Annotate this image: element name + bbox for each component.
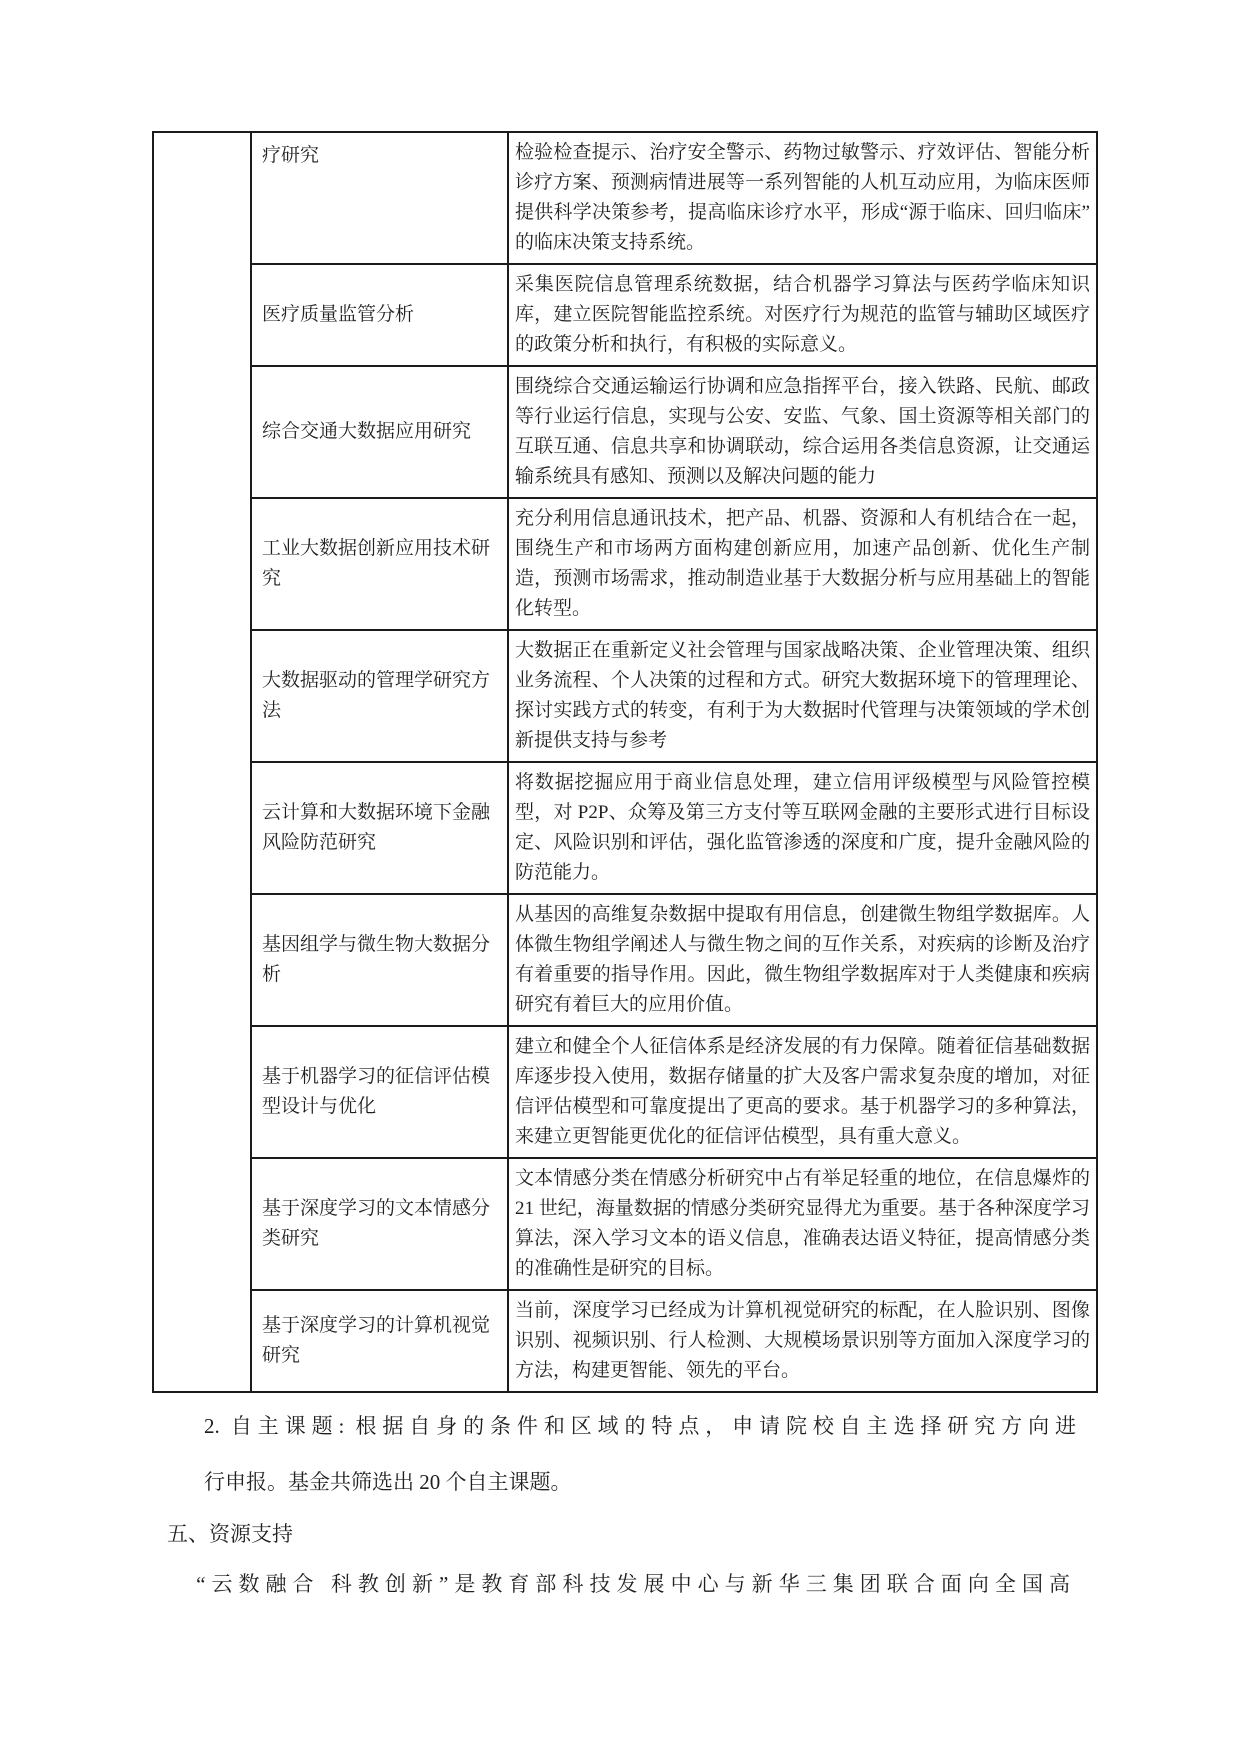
topic-description: 大数据正在重新定义社会管理与国家战略决策、企业管理决策、组织业务流程、个人决策的过程和方式。研究大数据环境下的管理理论、探讨实践方式的转变，有利于为大数据时代管理与决策领域的学术创新提供支持与参考 [508,630,1097,762]
resource-support-paragraph [152,1556,1070,1612]
topic-name: 大数据驱动的管理学研究方法 [251,630,508,762]
table-row [153,1290,1097,1392]
table-row [153,132,1097,264]
self-selected-topics-paragraph [204,1398,1076,1510]
topic-name: 工业大数据创新应用技术研究 [251,498,508,630]
topic-name: 疗研究 [251,132,508,264]
table-row [153,264,1097,366]
table-row [153,894,1097,1026]
paragraph-line: 行申报。基金共筛选出 20 个自主课题。 [204,1470,572,1494]
topic-name: 基于深度学习的文本情感分类研究 [251,1158,508,1290]
topic-name: 基于机器学习的征信评估模型设计与优化 [251,1026,508,1158]
topic-description: 建立和健全个人征信体系是经济发展的有力保障。随着征信基础数据库逐步投入使用，数据存储量的扩大及客户需求复杂度的增加，对征信评估模型和可靠度提出了更高的要求。基于机器学习的多种算法，来建立更智能更优化的征信评估模型，具有重大意义。 [508,1026,1097,1158]
table-row [153,762,1097,894]
research-topics-table [152,131,1098,1393]
topic-name: 医疗质量监管分析 [251,264,508,366]
topic-name: 云计算和大数据环境下金融风险防范研究 [251,762,508,894]
table-row [153,1158,1097,1290]
paragraph-line: “云数融合 科教创新”是教育部科技发展中心与新华三集团联合面向全国高 [196,1572,1070,1596]
topic-description: 当前，深度学习已经成为计算机视觉研究的标配，在人脸识别、图像识别、视频识别、行人检测、大规模场景识别等方面加入深度学习的方法，构建更智能、领先的平台。 [508,1290,1097,1392]
topic-description: 采集医院信息管理系统数据，结合机器学习算法与医药学临床知识库，建立医院智能监控系统。对医疗行为规范的监管与辅助区域医疗的政策分析和执行，有积极的实际意义。 [508,264,1097,366]
table-row [153,366,1097,498]
topic-name: 基于深度学习的计算机视觉研究 [251,1290,508,1392]
topic-description: 文本情感分类在情感分析研究中占有举足轻重的地位，在信息爆炸的 21 世纪，海量数据的情感分类研究显得尤为重要。基于各种深度学习算法，深入学习文本的语义信息，准确表达语义特征，提高情感分类的准确性是研究的目标。 [508,1158,1097,1290]
category-spacer-cell [153,132,251,1392]
topic-name: 基因组学与微生物大数据分析 [251,894,508,1026]
paragraph-line: 2. 自主课题: 根据自身的条件和区域的特点，申请院校自主选择研究方向进 [204,1414,1076,1438]
table-row [153,498,1097,630]
section-heading-resource-support: 五、资源支持 [167,1522,293,1546]
topic-name: 综合交通大数据应用研究 [251,366,508,498]
topic-description: 围绕综合交通运输运行协调和应急指挥平台，接入铁路、民航、邮政等行业运行信息，实现与公安、安监、气象、国土资源等相关部门的互联互通、信息共享和协调联动，综合运用各类信息资源，让交通运输系统具有感知、预测以及解决问题的能力 [508,366,1097,498]
table-row [153,630,1097,762]
topic-description: 从基因的高维复杂数据中提取有用信息，创建微生物组学数据库。人体微生物组学阐述人与微生物之间的互作关系，对疾病的诊断及治疗有着重要的指导作用。因此，微生物组学数据库对于人类健康和疾病研究有着巨大的应用价值。 [508,894,1097,1026]
table-row [153,1026,1097,1158]
topic-description: 检验检查提示、治疗安全警示、药物过敏警示、疗效评估、智能分析诊疗方案、预测病情进展等一系列智能的人机互动应用，为临床医师提供科学决策参考，提高临床诊疗水平，形成“源于临床、回归临床”的临床决策支持系统。 [508,132,1097,264]
topic-description: 将数据挖掘应用于商业信息处理，建立信用评级模型与风险管控模型，对 P2P、众筹及第三方支付等互联网金融的主要形式进行目标设定、风险识别和评估，强化监管渗透的深度和广度，提升金融风险的防范能力。 [508,762,1097,894]
topic-description: 充分利用信息通讯技术，把产品、机器、资源和人有机结合在一起，围绕生产和市场两方面构建创新应用，加速产品创新、优化生产制造，预测市场需求，推动制造业基于大数据分析与应用基础上的智能化转型。 [508,498,1097,630]
